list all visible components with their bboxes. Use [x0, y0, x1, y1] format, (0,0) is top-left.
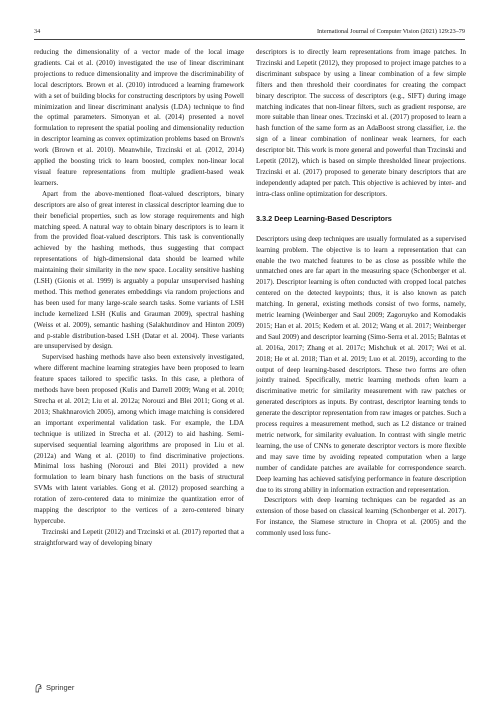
paragraph: Descriptors with deep learning techniques can be regarded as an extension of those based on classical learning (Schonberger et al. 2017). For instance, the Siamese structure in Chopra et al. (2005) and the commonly used loss func-	[256, 496, 466, 538]
journal-citation: International Journal of Computer Vision (2021) 129:23–79	[317, 28, 465, 35]
right-column	[256, 47, 466, 539]
header-divider	[34, 39, 465, 40]
paragraph: descriptors is to directly learn representations from image patches. In Trzcinski and Lepetit (2012), they proposed to project image patches to a discriminant subspace by using a linear combination of a few simple filters and then threshold their coordinates for creating the compact binary descriptor. The success of descriptors (e.g., SIFT) during image matching indicates that non-linear filters, such as gradient response, are more suitable than linear ones. Trzcinski et al. (2017) proposed to learn a hash function of the same form as an AdaBoost strong classifier, i.e. the sign of a linear combination of nonlinear weak learners, for each descriptor bit. This work is more general and powerful than Trzcinski and Lepetit (2012), which is based on simple thresholded linear projections. Trzcinski et al. (2017) proposed to generate binary descriptors that are independently adapted per patch. This objective is achieved by inter- and intra-class online optimization for descriptors.	[256, 48, 466, 198]
publisher-name: Springer	[46, 683, 75, 692]
left-column	[34, 47, 244, 549]
section-heading: 3.3.2 Deep Learning-Based Descriptors	[256, 213, 392, 223]
page-number: 34	[34, 28, 41, 35]
springer-horse-icon	[34, 683, 43, 693]
paragraph: Apart from the above-mentioned float-valued descriptors, binary descriptors are also of great interest in classical descriptor learning due to their beneficial properties, such as low storage requirements and high matching speed. A natural way to obtain binary descriptors is to learn it from the provided float-valued descriptors. This task is conventionally achieved by the hashing methods, thus suggesting that compact representations of high-dimensional data should be learned while maintaining their similarity in the new space. Locality sensitive hashing (LSH) (Gionis et al. 1999) is arguably a popular unsupervised hashing method. This method generates embeddings via random projections and has been used for many large-scale search tasks. Some variants of LSH include kernelized LSH (Kulis and Grauman 2009), spectral hashing (Weiss et al. 2009), semantic hashing (Salakhutdinov and Hinton 2009) and p-stable distribution-based LSH (Datar et al. 2004). These variants are unsupervised by design.	[34, 189, 244, 351]
page-header	[34, 27, 465, 37]
paragraph: Supervised hashing methods have also been extensively investigated, where different machine learning strategies have been proposed to learn feature spaces tailored to specific tasks. In this case, a plethora of methods have been proposed (Kulis and Darrell 2009; Wang et al. 2010; Strecha et al. 2012; Liu et al. 2012a; Norouzi and Blei 2011; Gong et al. 2013; Shakhnarovich 2005), among which image matching is considered an important experimental validation task. For example, the LDA technique is utilized in Strecha et al. (2012) to aid hashing. Semi-supervised sequential learning algorithms are proposed in Liu et al. (2012a) and Wang et al. (2010) to find discriminative projections. Minimal loss hashing (Norouzi and Blei 2011) provided a new formulation to learn binary hash functions on the basis of structural SVMs with latent variables. Gong et al. (2012) proposed searching a rotation of zero-centered data to minimize the quantization error of mapping the descriptor to the vertices of a zero-centered binary hypercube.	[34, 353, 244, 525]
paragraph: reducing the dimensionality of a vector made of the local image gradients. Cai et al. (2010) investigated the use of linear discriminant projections to reduce dimensionality and improve the discriminability of local descriptors. Brown et al. (2010) introduced a learning framework with a set of building blocks for constructing descriptors by using Powell minimization and linear discriminant analysis (LDA) technique to find the optimal parameters. Simonyan et al. (2014) presented a novel formulation to represent the spatial pooling and dimensionality reduction in descriptor learning as convex optimization problems based on Brown's work (Brown et al. 2010). Meanwhile, Trzcinski et al. (2012, 2014) applied the boosting trick to learn boosted, complex non-linear local visual feature representations from multiple gradient-based weak learners.	[34, 48, 244, 187]
page-footer	[34, 683, 74, 693]
paragraph: Descriptors using deep techniques are usually formulated as a supervised learning problem. The objective is to learn a representation that can enable the two matched features to be as close as possible while the unmatched ones are far apart in the measuring space (Schonberger et al. 2017). Descriptor learning is often conducted with cropped local patches centered on the detected keypoints; thus, it is also known as patch matching. In general, existing methods consist of two forms, namely, metric learning (Weinberger and Saul 2009; Zagoruyko and Komodakis 2015; Han et al. 2015; Kedem et al. 2012; Wang et al. 2017; Weinberger and Saul 2009) and descriptor learning (Simo-Serra et al. 2015; Balntas et al. 2016a, 2017; Zhang et al. 2017c; Mishchuk et al. 2017; Wei et al. 2018; He et al. 2018; Tian et al. 2019; Luo et al. 2019), according to the output of deep learning-based descriptors. These two forms are often jointly trained. Specifically, metric learning methods often learn a discriminative metric for similarity measurement with raw patches or generated descriptors as inputs. By contrast, descriptor learning tends to generate the descriptor representation from raw images or patches. Such a process requires a measurement method, such as L2 distance or trained metric network, for similarity evaluation. In contrast with single metric learning, the use of CNNs to generate descriptor vectors is more flexible and may save time by avoiding repeated computation when a large number of candidate patches are available for correspondence search. Deep learning has achieved satisfying performance in feature description due to its strong ability in information extraction and representation.	[256, 234, 466, 494]
paragraph: Trzcinski and Lepetit (2012) and Trzcinski et al. (2017) reported that a straightforward way of developing binary	[34, 527, 244, 547]
